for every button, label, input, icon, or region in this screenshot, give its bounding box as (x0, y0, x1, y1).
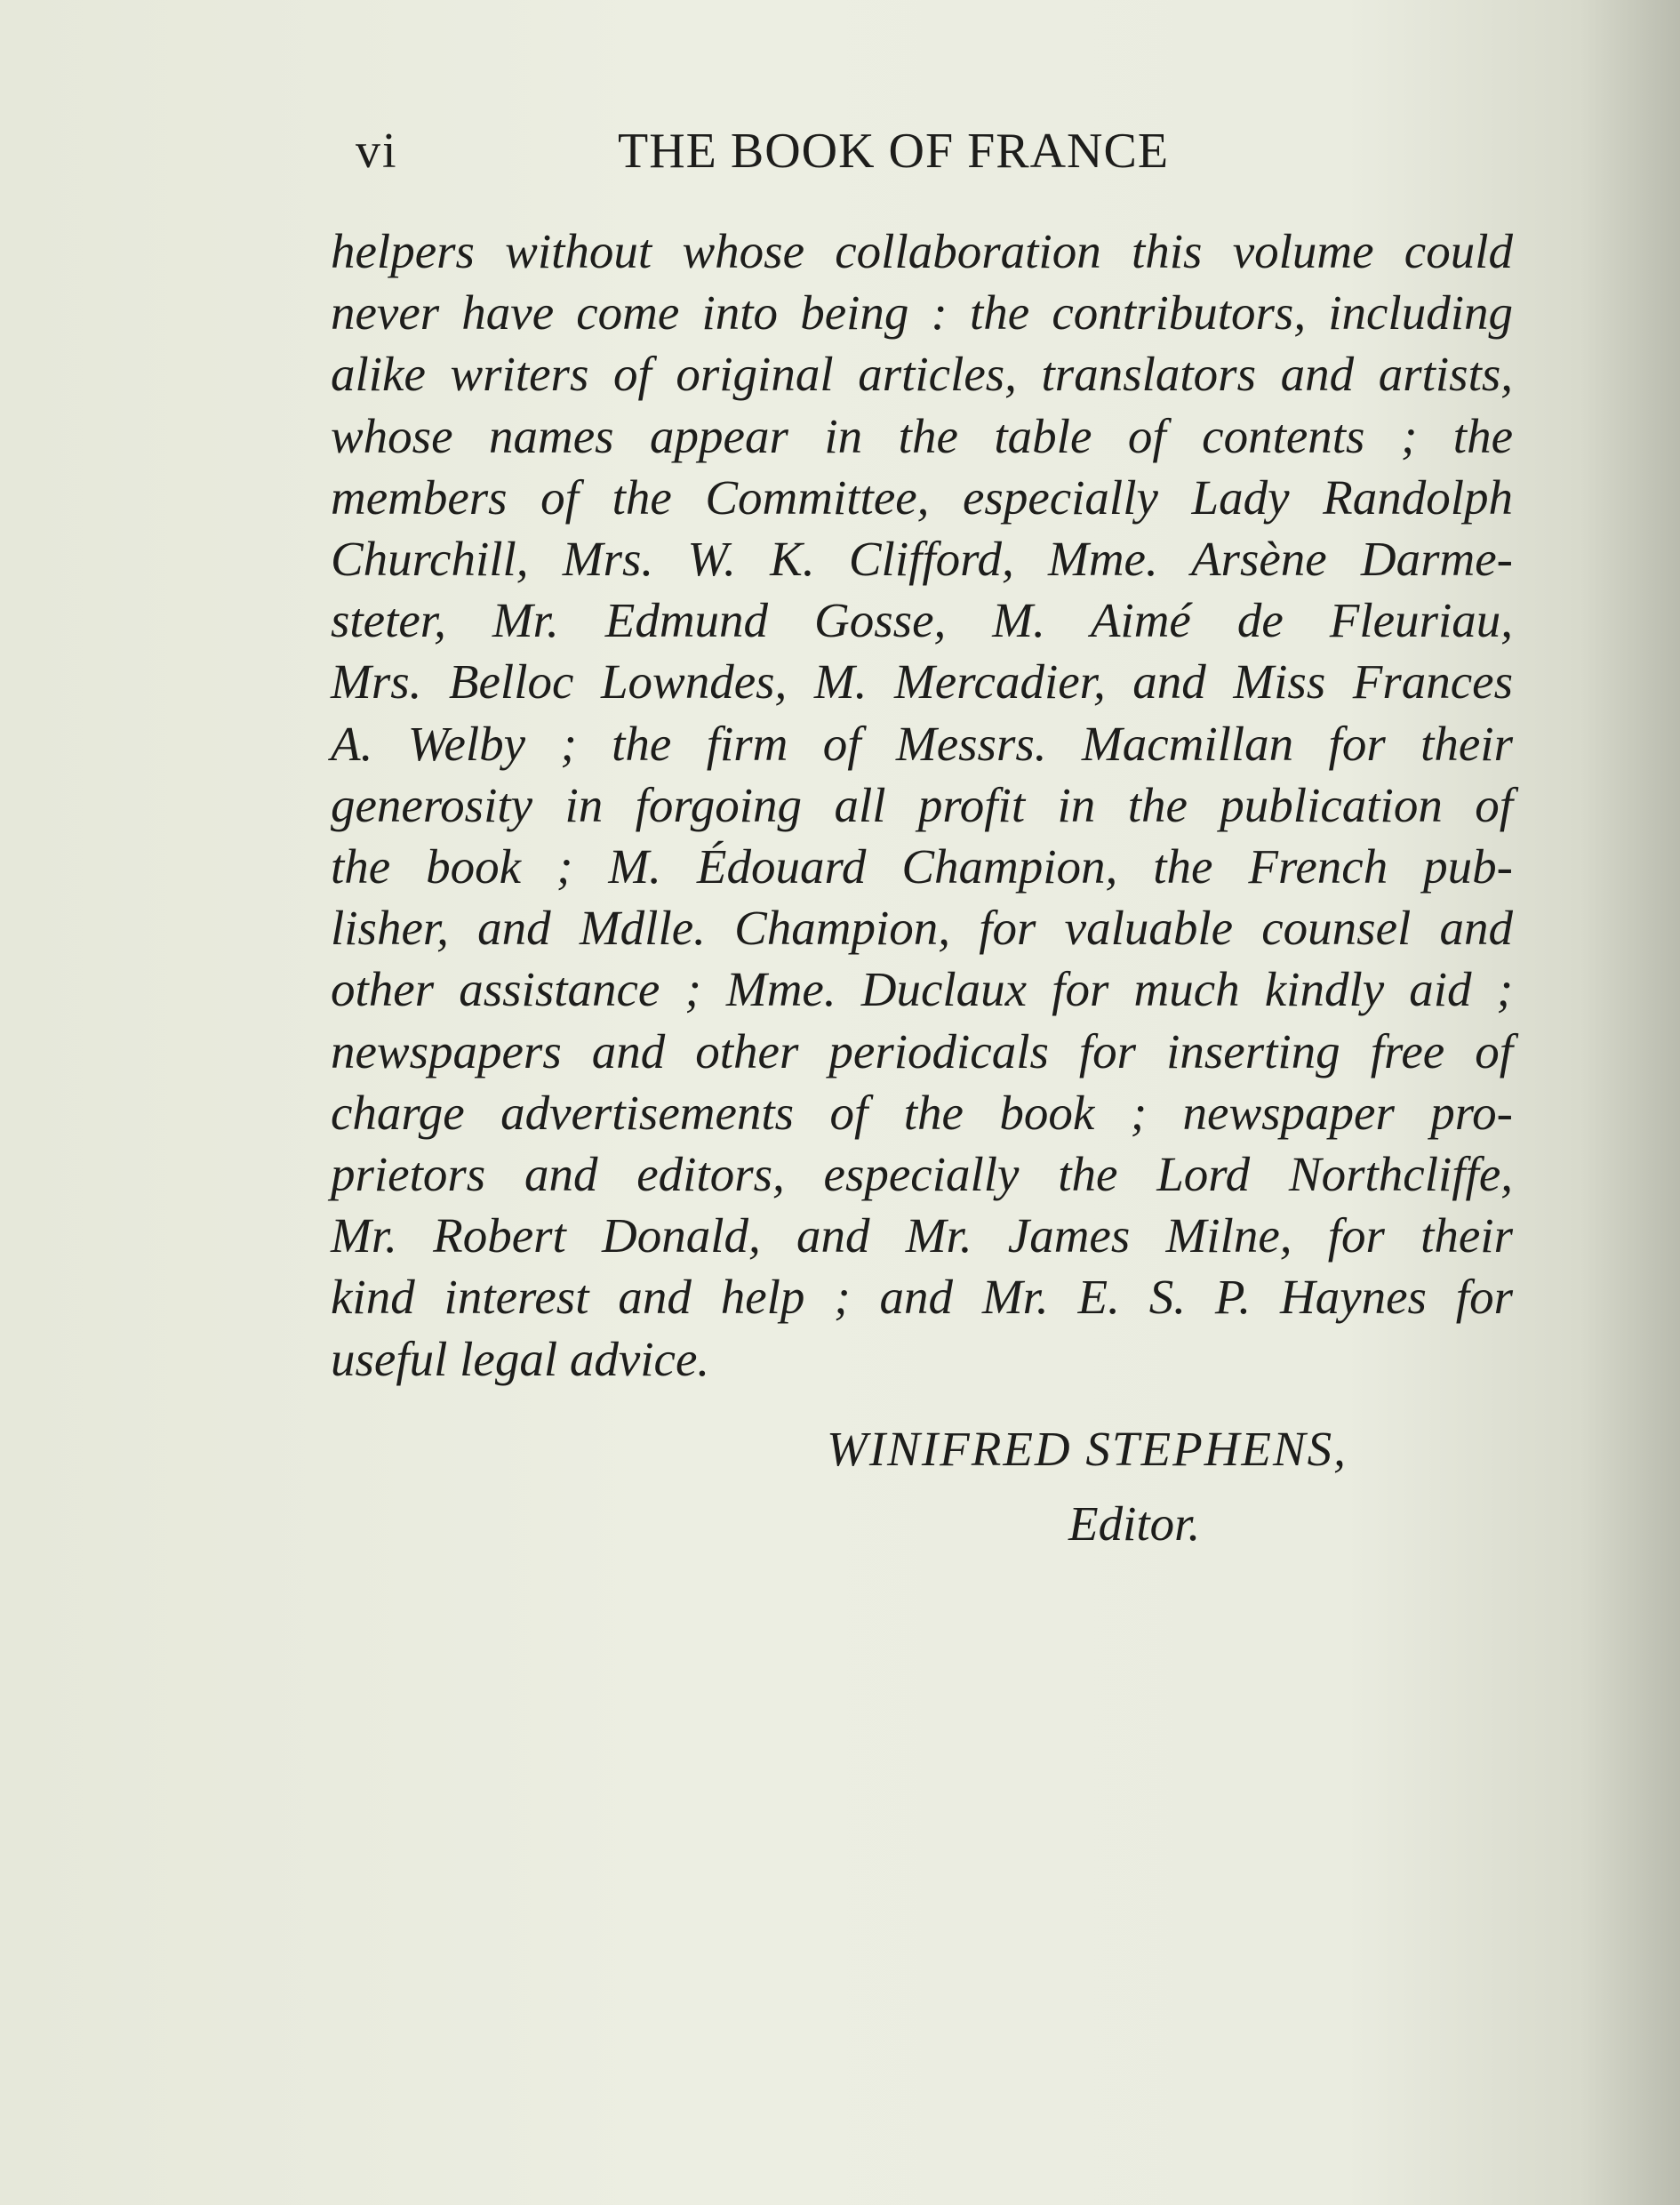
text-line: Mrs. Belloc Lowndes, M. Mercadier, and Miss Frances (331, 654, 1513, 710)
text-line: lisher, and Mdlle. Champion, for valuable counsel and (331, 901, 1513, 956)
text-line: kind interest and help ; and Mr. E. S. P. Haynes for (331, 1270, 1513, 1325)
text-line: useful legal advice. (331, 1331, 710, 1386)
signature-name: WINIFRED STEPHENS, (827, 1422, 1348, 1476)
text-line: alike writers of original articles, translators and artists, (331, 347, 1513, 402)
text-line: never have come into being : the contributors, including (331, 285, 1513, 341)
signature-block (827, 1421, 1467, 1563)
text-line: other assistance ; Mme. Duclaux for much kindly aid ; (331, 962, 1513, 1017)
text-line: Mr. Robert Donald, and Mr. James Milne, for their (331, 1208, 1513, 1263)
text-line: Churchill, Mrs. W. K. Clifford, Mme. Arsène Darme- (331, 532, 1513, 587)
text-line: helpers without whose collaboration this volume could (331, 224, 1513, 278)
text-line: A. Welby ; the firm of Messrs. Macmillan for their (331, 716, 1513, 771)
running-title: THE BOOK OF FRANCE (618, 124, 1170, 179)
text-line: charge advertisements of the book ; newspaper pro- (331, 1085, 1513, 1140)
page-header (356, 123, 1262, 194)
text-line: the book ; M. Édouard Champion, the French pub- (331, 839, 1513, 894)
text-line: prietors and editors, especially the Lord Northcliffe, (331, 1147, 1513, 1202)
text-line: newspapers and other periodicals for inserting free of (331, 1023, 1513, 1078)
acknowledgement-paragraph (331, 220, 1513, 1390)
signature-role: Editor. (1068, 1496, 1201, 1551)
text-line: members of the Committee, especially Lady Randolph (331, 469, 1513, 525)
text-line: generosity in forgoing all profit in the publication of (331, 777, 1513, 832)
text-line: whose names appear in the table of contents ; the (331, 408, 1513, 463)
page-number: vi (356, 124, 398, 179)
text-line: steter, Mr. Edmund Gosse, M. Aimé de Fleuriau, (331, 593, 1513, 648)
